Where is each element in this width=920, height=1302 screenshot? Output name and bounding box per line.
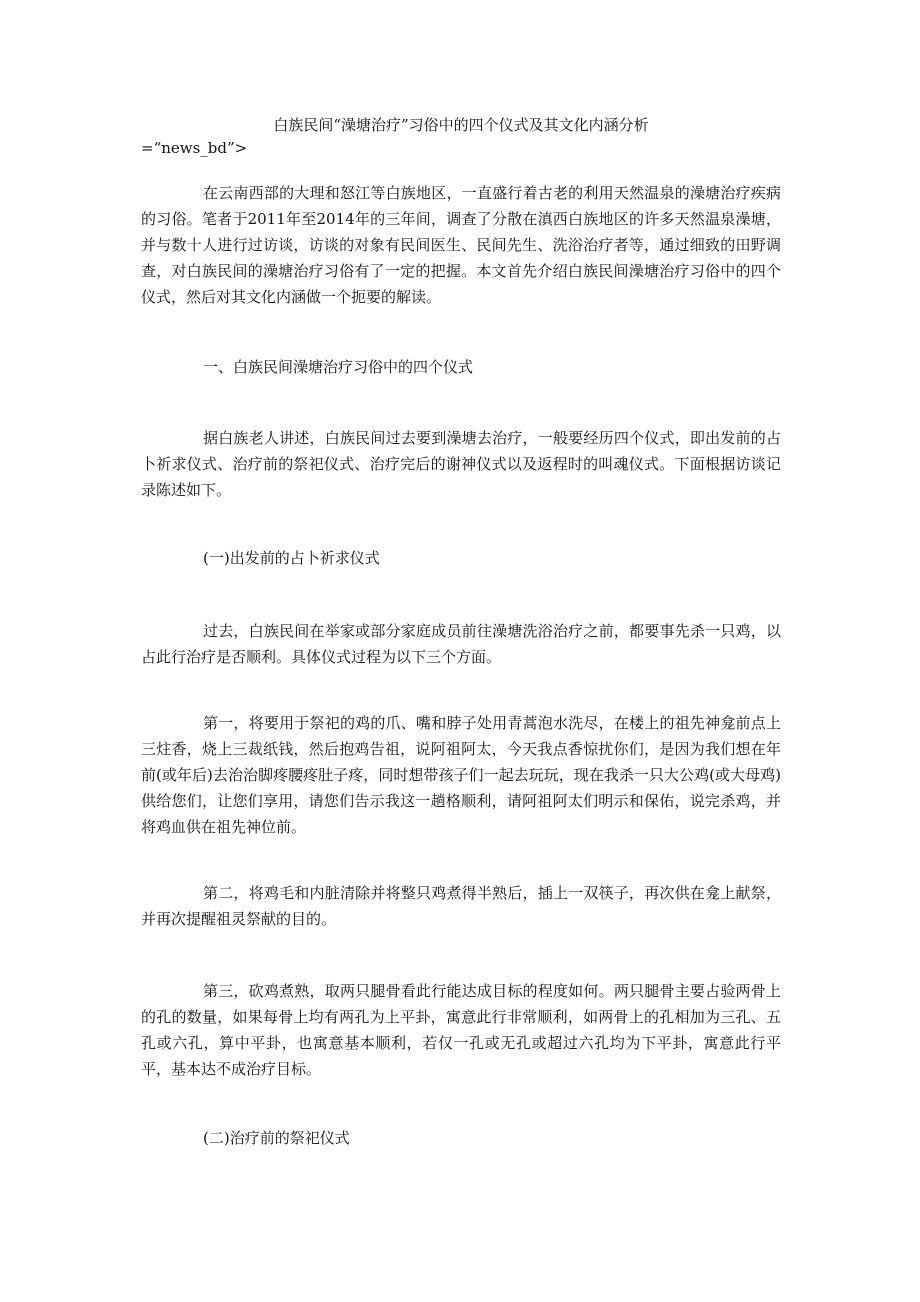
document-title: 白族民间“澡塘治疗”习俗中的四个仪式及其文化内涵分析	[273, 116, 649, 134]
section-heading-1: 一、白族民间澡塘治疗习俗中的四个仪式	[203, 358, 474, 376]
step2-paragraph: 第二，将鸡毛和内脏清除并将整只鸡煮得半熟后，插上一双筷子，再次供在龛上献祭，并再次提醒祖灵祭献的目的。	[141, 884, 781, 928]
intro-paragraph: 在云南西部的大理和怒江等白族地区，一直盛行着古老的利用天然温泉的澡塘治疗疾病的习俗。笔者于2011年至2014年的三年间，调查了分散在滇西白族地区的许多天然温泉澡塘，并与数十人进行过访谈，访谈的对象有民间医生、民间先生、洗浴治疗者等，通过细致的田野调查，对白族民间的澡塘治疗习俗有了一定的把握。本文首先介绍白族民间澡塘治疗习俗中的四个仪式，然后对其文化内涵做一个扼要的解读。	[141, 184, 781, 306]
step1-paragraph: 第一，将要用于祭祀的鸡的爪、嘴和脖子处用青蒿泡水洗尽，在楼上的祖先神龛前点上三炷香，烧上三裁纸钱，然后抱鸡告祖，说阿祖阿太，今天我点香惊扰你们，是因为我们想在年前(或年后)去治治脚疼腰疼肚子疼，同时想带孩子们一起去玩玩，现在我杀一只大公鸡(或大母鸡)供给您们，让您们享用，请您们告示我这一趟格顺利，请阿祖阿太们明示和保佑，说完杀鸡，并将鸡血供在祖先神位前。	[141, 714, 781, 836]
subsection-heading-2: (二)治疗前的祭祀仪式	[203, 1129, 350, 1147]
step3-paragraph: 第三，砍鸡煮熟，取两只腿骨看此行能达成目标的程度如何。两只腿骨主要占验两骨上的孔的数量，如果每骨上均有两孔为上平卦，寓意此行非常顺利，如两骨上的孔相加为三孔、五孔或六孔，算中平卦，也寓意基本顺利，若仅一孔或无孔或超过六孔均为下平卦，寓意此行平平，基本达不成治疗目标。	[141, 982, 781, 1078]
subsection-heading-1: (一)出发前的占卜祈求仪式	[203, 549, 380, 567]
subsection1-intro-paragraph: 过去，白族民间在举家或部分家庭成员前往澡塘洗浴治疗之前，都要事先杀一只鸡，以占此行治疗是否顺利。具体仪式过程为以下三个方面。	[141, 622, 781, 666]
markup-artifact-text: =“news_bd”>	[141, 139, 248, 157]
section1-intro-paragraph: 据白族老人讲述，白族民间过去要到澡塘去治疗，一般要经历四个仪式，即出发前的占卜祈求仪式、治疗前的祭祀仪式、治疗完后的谢神仪式以及返程时的叫魂仪式。下面根据访谈记录陈述如下。	[141, 429, 781, 499]
